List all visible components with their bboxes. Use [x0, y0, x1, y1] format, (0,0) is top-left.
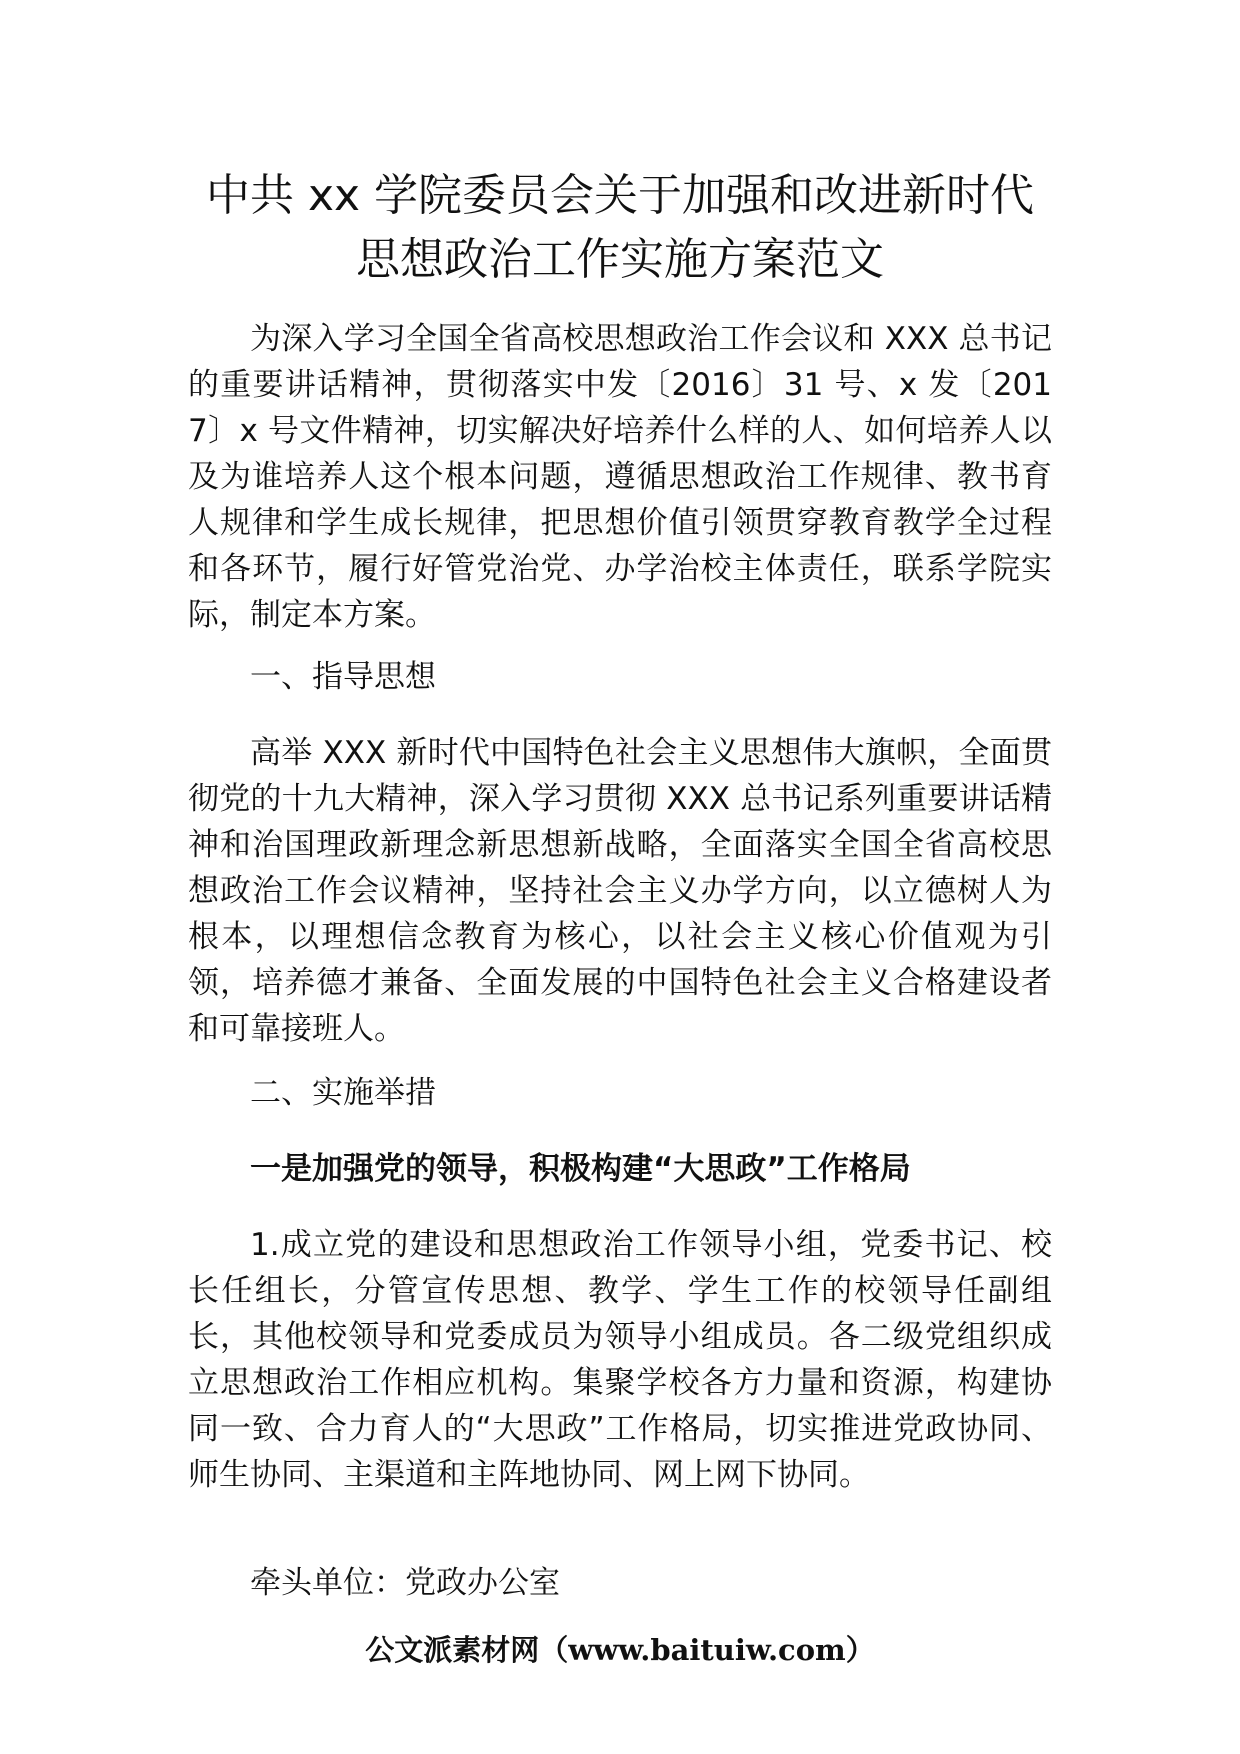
section-heading-implementation: 二、实施举措	[250, 1075, 436, 1111]
section-heading-guiding-thought: 一、指导思想	[250, 659, 436, 695]
document-title-line-2: 思想政治工作实施方案范文	[356, 234, 884, 285]
item-one-paragraph: 1.成立党的建设和思想政治工作领导小组，党委书记、校长任组长，分管宣传思想、教学、学生工作的校领导任副组长，其他校领导和党委成员为领导小组成员。各二级党组织成立思想政治工作相应机构。集聚学校各方力量和资源，构建协同一致、合力育人的“大思政”工作格局，切实推进党政协同、师生协同、主渠道和主阵地协同、网上网下协同。	[188, 1227, 1052, 1493]
footer-watermark: 公文派素材网（www.baituiw.com）	[365, 1633, 875, 1667]
guiding-thought-paragraph: 高举 XXX 新时代中国特色社会主义思想伟大旗帜，全面贯彻党的十九大精神，深入学习贯彻 XXX 总书记系列重要讲话精神和治国理政新理念新思想新战略，全面落实全国全省高校思想政治工作会议精神，坚持社会主义办学方向，以立德树人为根本，以理想信念教育为核心，以社会主义核心价值观为引领，培养德才兼备、全面发展的中国特色社会主义合格建设者和可靠接班人。	[188, 735, 1052, 1047]
document-title-line-1: 中共 xx 学院委员会关于加强和改进新时代	[205, 170, 1035, 221]
intro-paragraph: 为深入学习全国全省高校思想政治工作会议和 XXX 总书记的重要讲话精神，贯彻落实中发〔2016〕31 号、x 发〔2017〕x 号文件精神，切实解决好培养什么样的人、如何培养人以及为谁培养人这个根本问题，遵循思想政治工作规律、教书育人规律和学生成长规律，把思想价值引领贯穿教育教学全过程和各环节，履行好管党治党、办学治校主体责任，联系学院实际，制定本方案。	[188, 321, 1052, 633]
lead-unit-line: 牵头单位：党政办公室	[250, 1565, 560, 1601]
subheading-party-leadership: 一是加强党的领导，积极构建“大思政”工作格局	[250, 1151, 911, 1187]
